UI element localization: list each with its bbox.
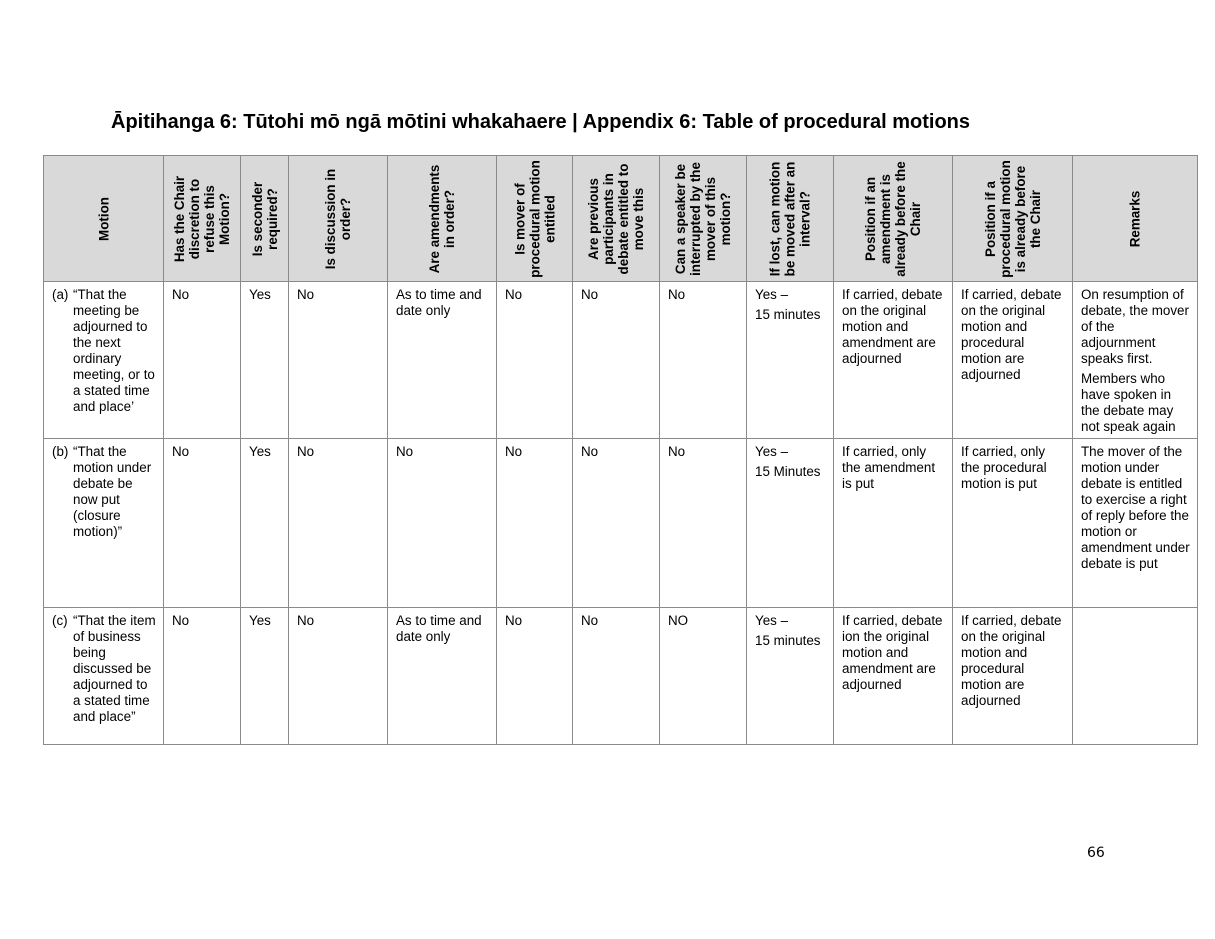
page-title: Āpitihanga 6: Tūtohi mō ngā mōtini whakahaere | Appendix 6: Table of procedural motions	[111, 111, 971, 133]
table-cell	[1073, 282, 1198, 439]
motion-label: (a)	[52, 287, 69, 302]
table-cell	[747, 282, 834, 439]
table-cell: The mover of the motion under debate is entitled to exercise a right of reply before the motion or amendment under debate is put	[1073, 439, 1198, 608]
column-header	[289, 156, 388, 282]
column-header	[573, 156, 660, 282]
cell-line: 15 Minutes	[755, 464, 821, 479]
table-cell: No	[660, 282, 747, 439]
motion-cell	[44, 282, 164, 439]
table-cell: Yes	[241, 608, 289, 745]
motion-cell	[44, 439, 164, 608]
cell-line: Yes –	[755, 613, 789, 628]
table-cell: As to time and date only	[388, 608, 497, 745]
table-cell: No	[164, 282, 241, 439]
column-header	[44, 156, 164, 282]
cell-line: 15 minutes	[755, 633, 821, 648]
table-cell: Yes	[241, 282, 289, 439]
motion-text: “That the motion under debate be now put (closure motion)”	[73, 444, 152, 539]
table-row	[44, 439, 1198, 608]
table-cell	[1073, 608, 1198, 745]
table-cell: No	[164, 439, 241, 608]
motion-text: “That the meeting be adjourned to the next ordinary meeting, or to a stated time and place’	[73, 287, 155, 414]
motion-label: (c)	[52, 613, 68, 628]
table-cell: NO	[660, 608, 747, 745]
column-header-label: Position if an amendment is already before the Chair	[863, 160, 923, 277]
table-cell: No	[497, 439, 573, 608]
table-cell: If carried, debate ion the original motion and amendment are adjourned	[834, 608, 953, 745]
table-cell	[747, 608, 834, 745]
cell-line: Yes –	[755, 287, 789, 302]
table-cell: No	[497, 282, 573, 439]
motion-text: “That the item of business being discussed be adjourned to a stated time and place”	[73, 613, 156, 724]
column-header	[241, 156, 289, 282]
column-header-label: Can a speaker be interrupted by the mover of this motion?	[673, 161, 733, 276]
table-cell	[747, 439, 834, 608]
cell-line: On resumption of debate, the mover of the adjournment speaks first.	[1081, 287, 1189, 366]
column-header-label: Are amendments in order?	[427, 164, 457, 273]
column-header-label: Is seconder required?	[249, 181, 280, 256]
column-header	[1073, 156, 1198, 282]
column-header-label: Remarks	[1127, 190, 1143, 247]
motion-label: (b)	[52, 444, 69, 459]
table-cell: No	[289, 608, 388, 745]
procedural-motions-table	[43, 155, 1198, 745]
cell-line: Members who have spoken in the debate may not speak again	[1081, 371, 1176, 434]
header-row	[44, 156, 1198, 282]
cell-line: Yes –	[755, 444, 789, 459]
table-cell: No	[497, 608, 573, 745]
column-header	[747, 156, 834, 282]
table-row	[44, 608, 1198, 745]
column-header-label: Position if a procedural motion is already before the Chair	[982, 159, 1043, 278]
column-header	[953, 156, 1073, 282]
table-cell: If carried, only the procedural motion is put	[953, 439, 1073, 608]
table-cell: No	[573, 282, 660, 439]
column-header	[497, 156, 573, 282]
table-cell: No	[388, 439, 497, 608]
table-cell: As to time and date only	[388, 282, 497, 439]
column-header-label: Has the Chair discretion to refuse this Motion?	[172, 175, 232, 262]
column-header-label: Is mover of procedural motion entitled	[512, 159, 557, 278]
table-cell: No	[573, 439, 660, 608]
column-header-label: Are previous participants in debate entitled to move this	[586, 163, 646, 274]
column-header-label: If lost, can motion be moved after an interval?	[767, 161, 813, 276]
column-header	[164, 156, 241, 282]
table-cell: Yes	[241, 439, 289, 608]
table-cell: If carried, debate on the original motion and procedural motion are adjourned	[953, 282, 1073, 439]
table-cell: If carried, debate on the original motion and procedural motion are adjourned	[953, 608, 1073, 745]
table-cell: No	[289, 439, 388, 608]
table-cell: If carried, debate on the original motion and amendment are adjourned	[834, 282, 953, 439]
table-cell: No	[289, 282, 388, 439]
column-header-label: Is discussion in order?	[323, 168, 353, 269]
column-header	[660, 156, 747, 282]
cell-line: 15 minutes	[755, 307, 821, 322]
column-header-label: Motion	[96, 196, 111, 241]
column-header	[834, 156, 953, 282]
column-header	[388, 156, 497, 282]
table-cell: No	[164, 608, 241, 745]
table-row	[44, 282, 1198, 439]
motion-cell	[44, 608, 164, 745]
table-cell: If carried, only the amendment is put	[834, 439, 953, 608]
table-cell: No	[573, 608, 660, 745]
table-cell: No	[660, 439, 747, 608]
page-number: 66	[1087, 845, 1105, 861]
